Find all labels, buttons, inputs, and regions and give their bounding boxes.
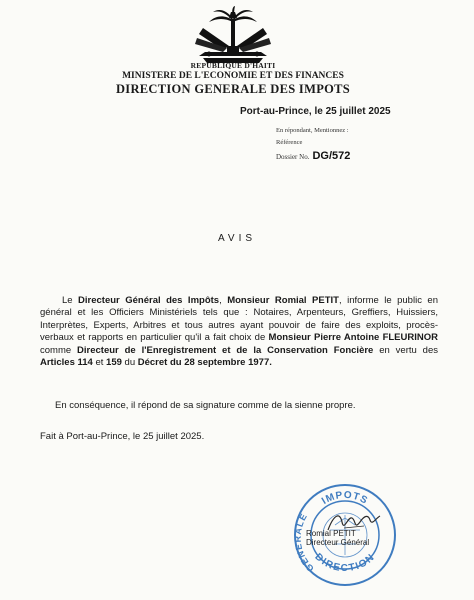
paragraph-text: , — [219, 295, 228, 306]
place-and-date: Port-au-Prince, le 25 juillet 2025 — [240, 106, 391, 117]
stamp-bottom-text: DIRECTION — [312, 551, 378, 575]
notice-paragraph-consequence: En conséquence, il répond de sa signature comme de la sienne propre. — [55, 400, 356, 411]
handwritten-signature — [324, 508, 384, 538]
emphasized-text: Directeur Général des Impôts — [78, 295, 220, 306]
paragraph-text: et — [92, 357, 107, 369]
emphasized-text: 159 — [106, 357, 122, 369]
republic-heading: REPUBLIQUE D'HAITI — [190, 61, 276, 70]
notice-title: AVIS — [217, 233, 257, 244]
svg-text:IMPOTS — [320, 490, 370, 507]
emphasized-text: Monsieur Romial PETIT — [227, 295, 339, 306]
stamp-left-text: GENERALE — [292, 511, 316, 574]
ministry-heading: MINISTERE DE L'ECONOMIE ET DES FINANCES — [122, 71, 344, 81]
notice-paragraph-main — [40, 295, 438, 369]
emphasized-text: Articles 114 — [40, 357, 93, 369]
paragraph-text: comme — [40, 344, 78, 356]
signatory-title: Directeur Général — [306, 538, 370, 547]
dossier-label: Dossier No. — [276, 153, 310, 161]
emphasized-text: Monsieur Pierre Antoine FLEURINOR — [268, 332, 438, 344]
dossier-number: DG/572 — [312, 150, 351, 162]
reference-label: Référence — [276, 139, 303, 146]
stamp-top-text: IMPOTS — [319, 489, 370, 507]
paragraph-text: , informe le public en général et les Officiers Ministériels tels que : Notaires, Arpenteurs, Greffiers, Huissiers, Interprètes, Experts, Arbitres et tous autres ayant pouvoir de faire des exploits, procès-verbaux et rapports en particulier qu'il a fait choix de — [40, 295, 438, 344]
paragraph-text: du — [121, 357, 138, 369]
paragraph-text: en vertu des — [373, 344, 438, 356]
paragraph-text: Le — [62, 295, 79, 306]
signature-block — [290, 480, 420, 590]
direction-heading: DIRECTION GENERALE DES IMPOTS — [115, 82, 351, 96]
emphasized-text: Directeur de l'Enregistrement et de la Conservation Foncière — [77, 344, 374, 356]
notice-paragraph-main-text — [40, 295, 438, 368]
signatory-name: Romial PETIT — [306, 529, 356, 538]
reply-note: En répondant, Mentionnez : — [276, 127, 349, 134]
dossier-line — [276, 150, 350, 162]
notice-paragraph-done-at: Fait à Port-au-Prince, le 25 juillet 2025. — [40, 431, 205, 442]
haiti-coat-of-arms-emblem — [189, 6, 277, 64]
emphasized-text: Décret du 28 septembre 1977. — [137, 357, 272, 369]
